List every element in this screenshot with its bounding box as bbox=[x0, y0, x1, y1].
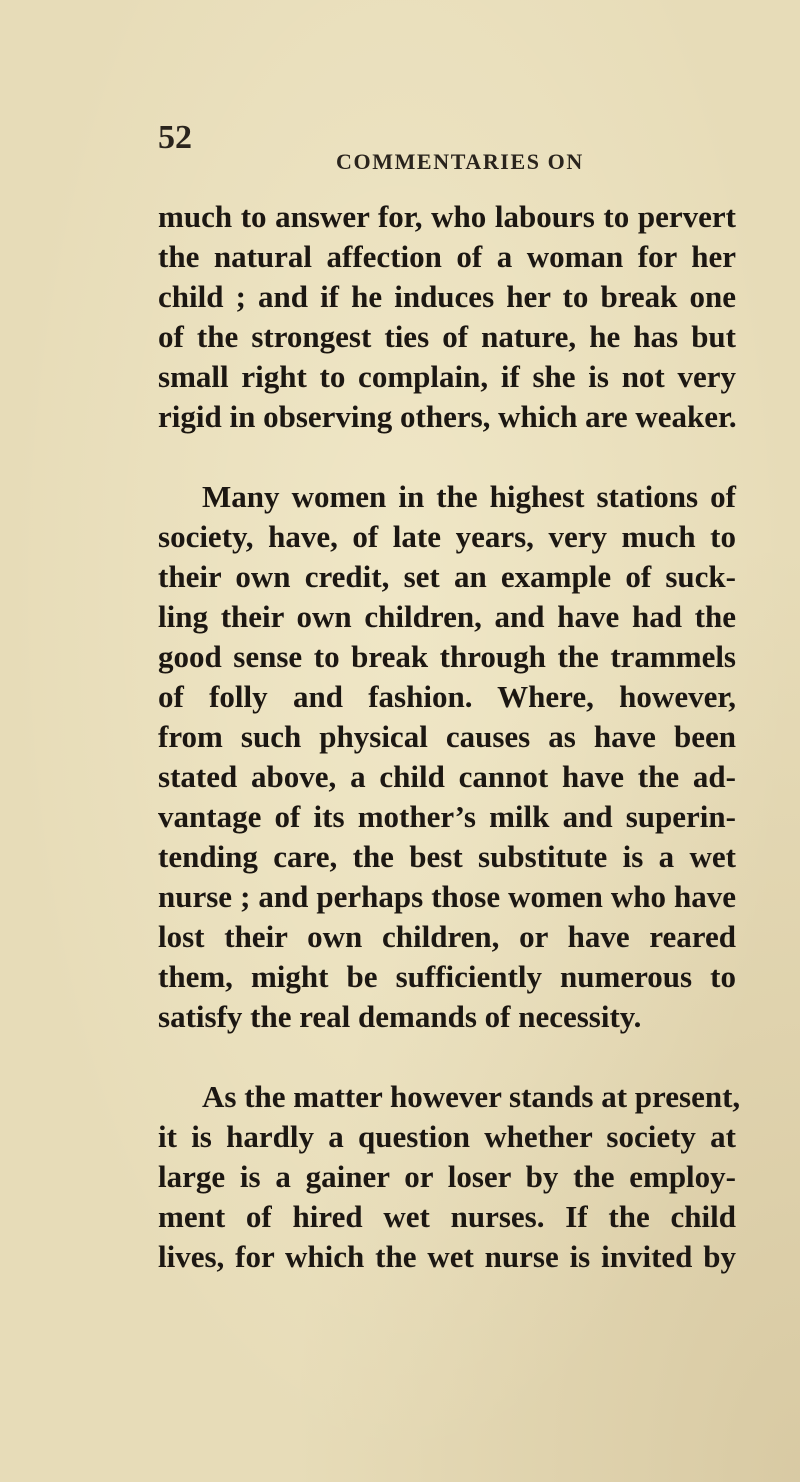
text-line: tending care, the best substitute is a wet bbox=[158, 839, 736, 874]
text-line: child ; and if he induces her to break one bbox=[158, 279, 736, 314]
text-line: ment of hired wet nurses. If the child bbox=[158, 1199, 736, 1234]
running-head: COMMENTARIES ON bbox=[336, 149, 584, 174]
text-line: good sense to break through the trammels bbox=[158, 639, 736, 674]
text-line: society, have, of late years, very much to bbox=[158, 519, 736, 554]
text-line: vantage of its mother’s milk and superin- bbox=[158, 799, 736, 834]
text-line: As the matter however stands at present, bbox=[202, 1079, 741, 1114]
text-line: rigid in observing others, which are weaker. bbox=[158, 399, 737, 434]
text-line: their own credit, set an example of suck- bbox=[158, 559, 736, 594]
text-line: them, might be sufficiently numerous to bbox=[158, 959, 736, 994]
text-line: small right to complain, if she is not very bbox=[158, 359, 736, 394]
text-line: lost their own children, or have reared bbox=[158, 919, 736, 954]
text-line: of the strongest ties of nature, he has but bbox=[158, 319, 736, 354]
text-line: ling their own children, and have had the bbox=[158, 599, 736, 634]
text-line: lives, for which the wet nurse is invited by bbox=[158, 1239, 736, 1274]
text-line: satisfy the real demands of necessity. bbox=[158, 999, 642, 1034]
text-line: stated above, a child cannot have the ad- bbox=[158, 759, 736, 794]
text-line: it is hardly a question whether society at bbox=[158, 1119, 736, 1154]
page-number: 52 bbox=[158, 119, 192, 156]
text-line: of folly and fashion. Where, however, bbox=[158, 679, 736, 714]
text-line: from such physical causes as have been bbox=[158, 719, 736, 754]
text-line: Many women in the highest stations of bbox=[202, 479, 736, 514]
text-line: much to answer for, who labours to pervert bbox=[158, 199, 736, 234]
text-line: large is a gainer or loser by the employ- bbox=[158, 1159, 736, 1194]
text-line: nurse ; and perhaps those women who have bbox=[158, 879, 736, 914]
text-line: the natural affection of a woman for her bbox=[158, 239, 736, 274]
